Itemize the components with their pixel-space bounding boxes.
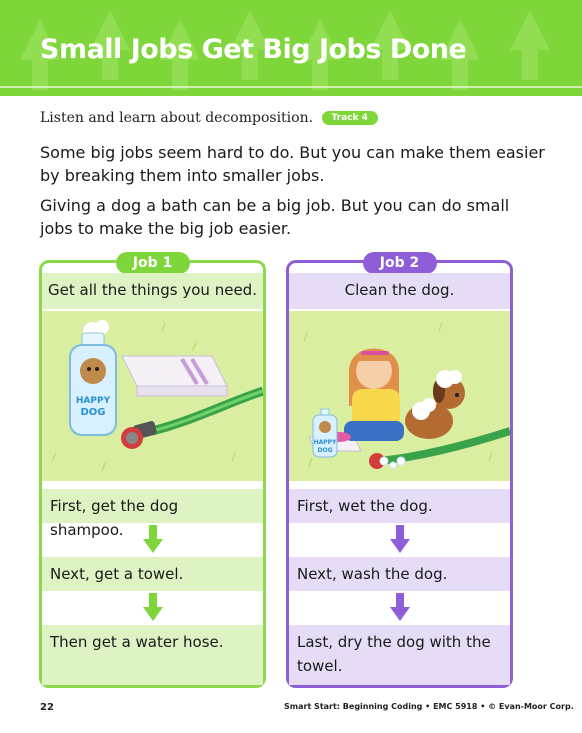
down-arrow-icon xyxy=(143,593,163,621)
svg-text:DOG: DOG xyxy=(317,447,333,454)
down-arrow-icon xyxy=(390,525,410,553)
washing-dog-illustration xyxy=(289,311,510,481)
down-arrow-icon xyxy=(143,525,163,553)
job-2-illustration xyxy=(289,311,510,481)
footer-credit: Smart Start: Beginning Coding • EMC 5918 • © Evan-Moor Corp. xyxy=(284,702,574,711)
job-2-step-1: First, wet the dog. xyxy=(289,489,510,523)
job-2-step-2: Next, wash the dog. xyxy=(289,557,510,591)
shampoo-bottle-icon xyxy=(70,320,116,435)
job-1-step-3: Then get a water hose. xyxy=(42,625,263,685)
intro-text: Listen and learn about decomposition. xyxy=(40,110,314,126)
down-arrow-icon xyxy=(390,593,410,621)
job-1-step-1: First, get the dog shampoo. xyxy=(42,489,263,523)
svg-text:HAPPY: HAPPY xyxy=(313,439,337,446)
girl-figure xyxy=(327,349,404,443)
paragraph-1: Some big jobs seem hard to do. But you can make them easier by breaking them into smaller jobs. xyxy=(40,143,545,185)
job-1-step-2: Next, get a towel. xyxy=(42,557,263,591)
job-1-tab: Job 1 xyxy=(116,252,190,274)
title-banner xyxy=(0,0,582,96)
page-number: 22 xyxy=(40,702,54,713)
job-1-card xyxy=(39,255,266,688)
track-badge: Track 4 xyxy=(322,111,378,125)
page-title: Small Jobs Get Big Jobs Done xyxy=(40,34,467,65)
paragraph-2: Giving a dog a bath can be a big job. But you can do small jobs to make the big job easier. xyxy=(40,196,510,238)
job-2-card xyxy=(286,255,513,688)
job-2-step-3: Last, dry the dog with the towel. xyxy=(289,625,510,685)
job-1-heading: Get all the things you need. xyxy=(42,273,263,309)
shampoo-bottle-icon xyxy=(313,409,337,457)
intro-line xyxy=(40,110,378,126)
svg-text:DOG: DOG xyxy=(80,407,106,418)
towel-icon xyxy=(122,356,227,396)
supplies-illustration xyxy=(42,311,263,481)
job-2-tab: Job 2 xyxy=(363,252,437,274)
dog-figure xyxy=(405,370,465,439)
job-1-illustration xyxy=(42,311,263,481)
svg-text:HAPPY: HAPPY xyxy=(75,396,111,406)
job-2-heading: Clean the dog. xyxy=(289,273,510,309)
